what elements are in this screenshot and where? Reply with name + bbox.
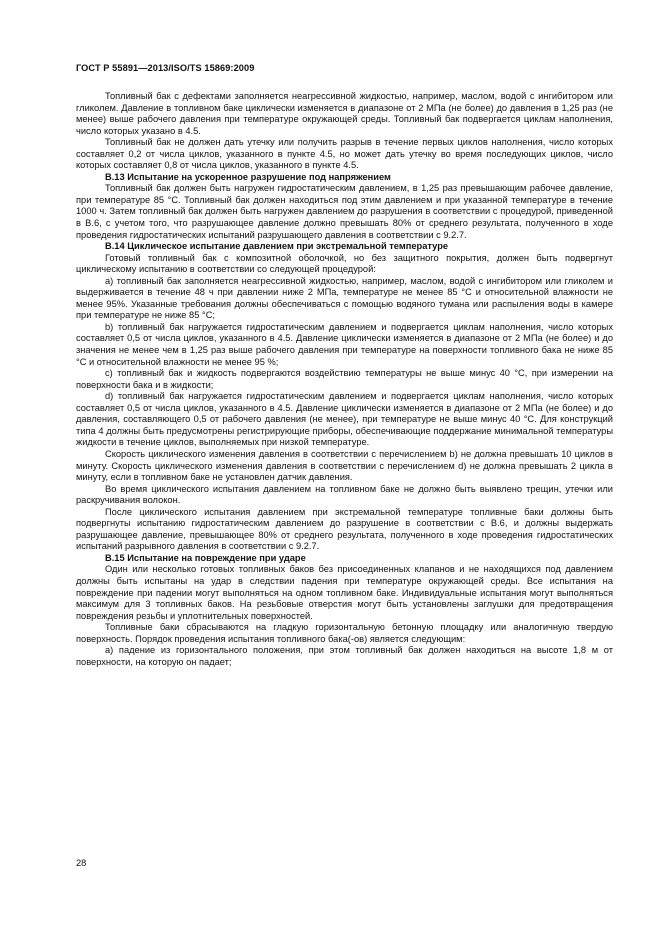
paragraph: Топливные баки сбрасываются на гладкую горизонтальную бетонную площадку или аналогичную твердую поверхность. Порядок проведения испытания топливного бака(-ов) является следующим: [76, 622, 613, 644]
list-item: c) топливный бак и жидкость подвергаются воздействию температуры не выше минус 40 °С, при измерении на поверхности бака и в жидкости; [76, 368, 613, 390]
paragraph: Скорость циклического изменения давления в соответствии с перечислением b) не должна превышать 10 циклов в минуту. Скорость циклического изменения давления в соответствии с перечислением d) не должна превышать 2 цикла в минуту, если в топливном баке не установлен датчик давления. [76, 448, 613, 483]
paragraph: Во время циклического испытания давлением на топливном баке не должно быть выявлено трещин, утечки или раскручивания волокон. [76, 483, 613, 506]
document-header: ГОСТ Р 55891—2013/ISO/TS 15869:2009 [76, 63, 255, 73]
list-item: b) топливный бак нагружается гидростатическим давлением и подвергается циклам наполнения, число которых составляет 0,5 от числа циклов, указанного в 4.5. Давление циклически изменяется в диапазоне от 2 МПа (не более) и до значения не менее чем в 1,25 раз выше рабочего давления при температуре на поверхности топливного бака не ниже 85 °С и относительной влажности не менее 95 %; [76, 321, 613, 367]
paragraph: Топливный бак должен быть нагружен гидростатическим давлением, в 1,25 раз превышающим рабочее давление, при температуре 85 °С. Топливный бак должен находиться под этим давлением и при указанной температуре в течение 1000 ч. Затем топливный бак должен быть нагружен давлением до разрушения в соответствии с процедурой, приведенной в В.6, с учетом того, что разрушающее давление должно превышать 80% от среднего результата, полученного в ходе проведения гидростатических испытаний разрушающего давления в соответствии с 9.2.7. [76, 183, 613, 240]
section-heading: В.13 Испытание на ускоренное разрушение под напряжением [105, 171, 391, 182]
paragraph: Топливный бак с дефектами заполняется неагрессивной жидкостью, например, маслом, водой с ингибитором или гликолем. Давление в топливном баке циклически изменяется в диапазоне от 2 МПа (не более) до давления в 1,25 раз (не менее) выше рабочего давления при температуре окружающей среды. Топливный бак подвергается циклам наполнения, число которых указано в 4.5. [76, 91, 613, 136]
section-heading: В.15 Испытание на повреждение при ударе [105, 552, 306, 563]
list-item: a) топливный бак заполняется неагрессивной жидкостью, например, маслом, водой с ингибитором или гликолем и выдерживается в течение 48 ч при давлении ниже 2 МПа, температуре не менее 85 °С и относительной влажности не менее 95%. Указанные требования должны обеспечиваться с помощью водяного тумана или распыления воды в камере при температуре не ниже 85 °С; [76, 275, 613, 321]
list-item: a) падение из горизонтального положения, при этом топливный бак должен находиться на высоте 1,8 м от поверхности, на которую он падает; [76, 645, 613, 667]
paragraph: Топливный бак не должен дать утечку или получить разрыв в течение первых циклов наполнения, число которых составляет 0,2 от числа циклов, указанного в пункте 4.5, но может дать утечку во время последующих циклов, число которых составляет 0,8 от числа циклов, указанного в пункте 4.5. [76, 137, 613, 171]
paragraph: После циклического испытания давлением при экстремальной температуре топливные баки должны быть подвергнуты испытанию гидростатическим давлением до разрушение в соответствии с В.6, и должны выдержать разрушающее давление, превышающее 80% от среднего результата, полученного в ходе проведения гидростатических испытаний разрывного давления в соответствии с 9.2.7. [76, 506, 613, 552]
paragraph: Один или несколько готовых топливных баков без присоединенных клапанов и не находящихся под давлением должны быть испытаны на удар в следствии падения при температуре окружающей среды. Все испытания на повреждение при падении могут выполняться на одном топливном баке. Индивидуальные испытания могут выполняться максимум для 3 топливных баков. На резьбовые отверстия могут быть установлены заглушки для предотвращения повреждения резьбы и уплотнительных поверхностей. [76, 564, 613, 621]
page-number: 28 [76, 858, 87, 868]
list-item: d) топливный бак нагружается гидростатическим давлением и подвергается циклам наполнения, число которых составляет 0,5 от числа циклов, указанного в 4.5. Давление циклически изменяется в диапазоне от 2 МПа (не более) и до давления, составляющего 0,5 от рабочего давления (не менее), при температуре не выше минус 40 °С. Для конструкций типа 4 должны быть предусмотрены регистрирующие приборы, обеспечивающие поддержание минимальной температуры жидкости в течение циклов, выполняемых при низкой температуре. [76, 391, 613, 448]
paragraph: Готовый топливный бак с композитной оболочкой, но без защитного покрытия, должен быть подвергнут циклическому испытанию в соответствии со следующей процедурой: [76, 252, 613, 275]
section-heading: В.14 Циклическое испытание давлением при экстремальной температуре [105, 241, 449, 252]
document-body [76, 91, 613, 668]
